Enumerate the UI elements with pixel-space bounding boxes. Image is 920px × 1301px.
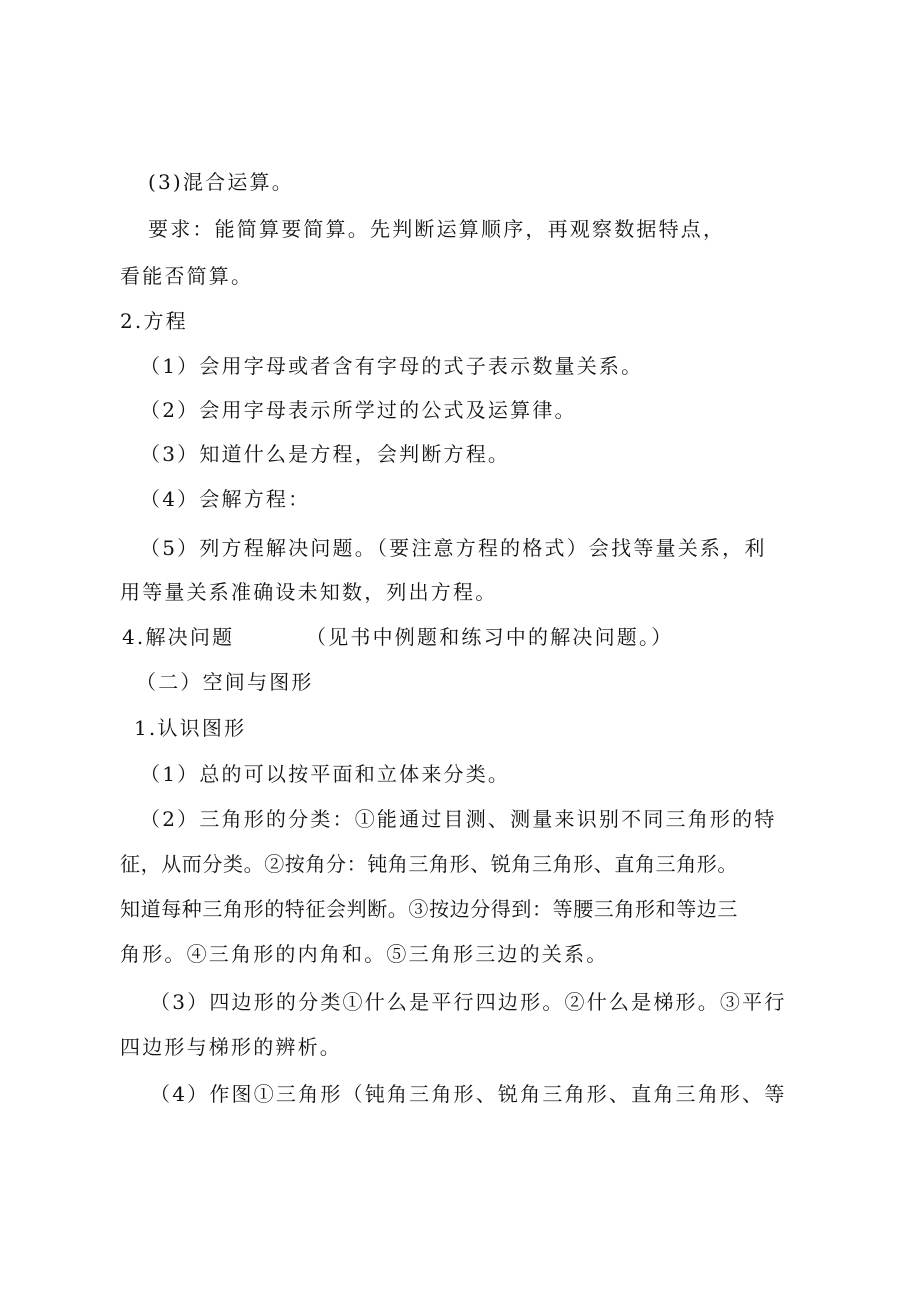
section-equations-heading: 2.方程: [120, 309, 188, 333]
equations-item-3: （3）知道什么是方程，会判断方程。: [140, 442, 511, 466]
section-space-shapes-heading: （二）空间与图形: [136, 670, 314, 694]
item-mixed-operations: (3)混合运算。: [148, 170, 294, 194]
equations-item-5-line-1: （5）列方程解决问题。（要注意方程的格式）会找等量关系，利: [140, 536, 767, 560]
equations-item-4: （4）会解方程：: [140, 487, 311, 511]
shapes-item-3-line-2: 四边形与梯形的辨析。: [120, 1035, 342, 1059]
shapes-item-2-line-4: 角形。④三角形的内角和。⑤三角形三边的关系。: [120, 942, 609, 966]
problem-solving-note: （见书中例题和练习中的解决问题。）: [306, 625, 674, 649]
subsection-recognize-shapes: 1.认识图形: [134, 716, 247, 740]
shapes-item-2-line-3: 知道每种三角形的特征会判断。③按边分得到：等腰三角形和等边三: [120, 897, 738, 921]
requirement-line-1: 要求：能简算要简算。先判断运算顺序，再观察数据特点，: [148, 217, 726, 241]
shapes-item-4-line-1: （4）作图①三角形（钝角三角形、锐角三角形、直角三角形、等: [150, 1082, 787, 1106]
requirement-line-2: 看能否简算。: [120, 264, 254, 288]
shapes-item-1: （1）总的可以按平面和立体来分类。: [140, 762, 511, 786]
shapes-item-3-line-1: （3）四边形的分类①什么是平行四边形。②什么是梯形。③平行: [150, 990, 787, 1014]
section-problem-solving-heading: 4.解决问题: [122, 625, 235, 649]
equations-item-5-line-2: 用等量关系准确设未知数，列出方程。: [120, 580, 498, 604]
shapes-item-2-line-1: （2）三角形的分类：①能通过目测、测量来识别不同三角形的特: [140, 807, 777, 831]
equations-item-1: （1）会用字母或者含有字母的式子表示数量关系。: [140, 354, 644, 378]
equations-item-2: （2）会用字母表示所学过的公式及运算律。: [140, 398, 577, 422]
shapes-item-2-line-2: 征，从而分类。②按角分：钝角三角形、锐角三角形、直角三角形。: [120, 852, 738, 876]
